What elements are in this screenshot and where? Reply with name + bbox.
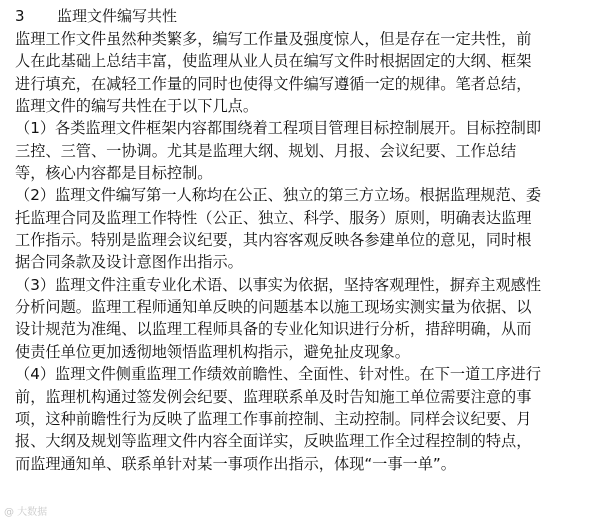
section-heading [15, 6, 601, 28]
text-line: （1）各类监理文件框架内容都围绕着工程项目管理目标控制展开。目标控制即 [15, 119, 542, 138]
text-line: 据合同条款及设计意图作出指示。 [15, 253, 243, 272]
text-line: 三控、三管、一协调。尤其是监理大纲、规划、月报、会议纪要、工作总结 [15, 141, 517, 160]
watermark: @ 大数据 [4, 507, 48, 518]
text-line: 而监理通知单、联系单针对某一事项作出指示，体现“一事一单”。 [15, 454, 456, 473]
text-line: 等，核心内容都是目标控制。 [15, 164, 213, 183]
text-line: 进行填充，在减轻工作量的同时也使得文件编写遵循一定的规律。笔者总结， [15, 74, 532, 93]
text-line: 报、大纲及规划等监理文件内容全面详实，反映监理工作全过程控制的特点， [15, 432, 532, 451]
text-line: 项，这种前瞻性行为反映了监理工作事前控制、主动控制。同样会议纪要、月 [15, 409, 532, 428]
text-line: （4）监理文件侧重监理工作绩效前瞻性、全面性、针对性。在下一道工序进行 [15, 365, 542, 384]
text-line: 前，监理机构通过签发例会纪要、监理联系单及时告知施工单位需要注意的事 [15, 387, 532, 406]
text-line: 使责任单位更加透彻地领悟监理机构指示，避免扯皮现象。 [15, 342, 410, 361]
section-number: 3 [15, 7, 25, 25]
text-line: 设计规范为准绳、以监理工程师具备的专业化知识进行分析，措辞明确，从而 [15, 320, 532, 339]
text-line: 人在此基础上总结丰富，使监理从业人员在编写文件时根据固定的大纲、框架 [15, 52, 532, 71]
text-line: 监理工作文件虽然种类繁多，编写工作量及强度惊人，但是存在一定共性，前 [15, 30, 532, 48]
body-text [15, 28, 601, 475]
text-line: （3）监理文件注重专业化术语、以事实为依据，坚持客观理性，摒弃主观感性 [15, 275, 542, 294]
text-line: 监理文件的编写共性在于以下几点。 [15, 97, 258, 116]
text-line: 托监理合同及监理工作特性（公正、独立、科学、服务）原则，明确表达监理 [15, 208, 532, 227]
section-title: 监理文件编写共性 [57, 7, 178, 25]
text-line: 工作指示。特别是监理会议纪要，其内容客观反映各参建单位的意见，同时根 [15, 231, 532, 250]
text-line: 分析问题。监理工程师通知单反映的问题基本以施工现场实测实量为依据、以 [15, 298, 532, 317]
text-line: （2）监理文件编写第一人称均在公正、独立的第三方立场。根据监理规范、委 [15, 186, 542, 205]
